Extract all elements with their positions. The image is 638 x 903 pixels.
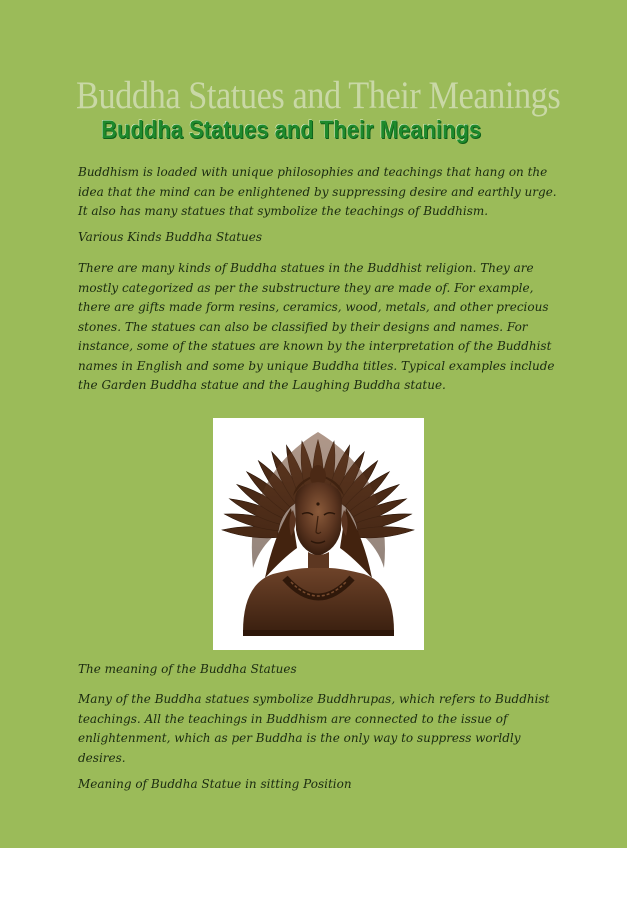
section-heading-kinds: Various Kinds Buddha Statues xyxy=(78,230,263,244)
section-body-kinds: There are many kinds of Buddha statues in the Buddhist religion. They are mostly categorized as per the substructure they are made of. For example, there are gifts made form resins, ceramics, wood, metals, and other precious stones. The statues can also be classified by their designs and names. For instance, some of the statues are known by the interpretation of the Buddhist names in English and some by unique Buddha titles. Typical examples include the Garden Buddha statue and the Laughing Buddha statue. xyxy=(78,261,555,392)
buddha-statue-image xyxy=(213,418,424,650)
title-watermark: Buddha Statues and Their Meanings xyxy=(76,74,561,117)
section-heading-sitting: Meaning of Buddha Statue in sitting Position xyxy=(78,777,352,791)
section-body-meaning: Many of the Buddha statues symbolize Buddhrupas, which refers to Buddhist teachings. All the teachings in Buddhism are connected to the issue of enlightenment, which as per Buddha is the only way to suppress worldly desires. xyxy=(78,692,550,765)
section-heading-meaning: The meaning of the Buddha Statues xyxy=(78,662,297,676)
page-title: Buddha Statues and Their Meanings xyxy=(101,116,482,144)
intro-paragraph: Buddhism is loaded with unique philosophies and teachings that hang on the idea that the mind can be enlightened by suppressing desire and earthly urge. It also has many statues that symbolize the teachings of Buddhism. xyxy=(78,165,557,218)
buddha-bust-illustration xyxy=(213,418,424,650)
